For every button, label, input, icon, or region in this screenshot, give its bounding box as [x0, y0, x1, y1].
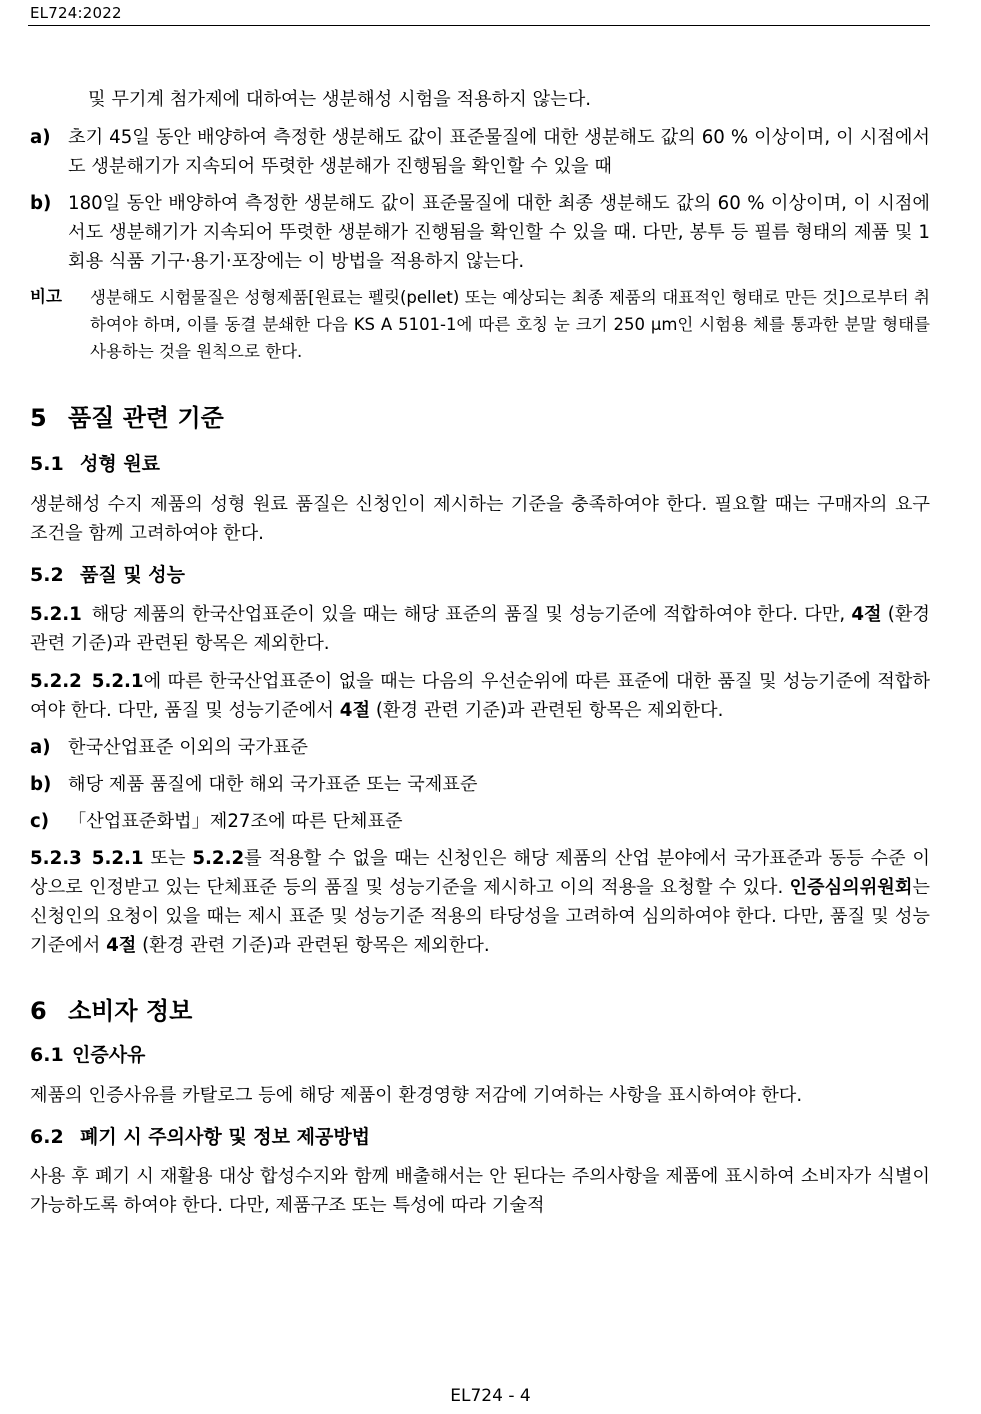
list-marker: b)	[30, 774, 52, 795]
clause-number: 5.2.3	[30, 848, 82, 869]
list-text: 한국산업표준 이외의 국가표준	[68, 737, 308, 758]
list-marker: c)	[30, 811, 50, 832]
committee-name: 인증심의위원회	[789, 877, 913, 898]
list-text: 해당 제품 품질에 대한 해외 국가표준 또는 국제표준	[68, 774, 478, 795]
note-block	[30, 284, 930, 365]
paragraph-5-2-2	[30, 667, 930, 725]
list-item	[30, 770, 930, 799]
clause-number: 5.2.2	[30, 671, 82, 692]
list-marker: b)	[30, 193, 52, 214]
clause-text: 에 따른 한국산업표준이 없을 때는 다음의 우선순위에 따른 표준에 대한 품질 및 성능기준에 적합하여야 한다. 다만, 품질 및 성능기준에서	[30, 671, 930, 721]
section-title: 인증사유	[72, 1044, 146, 1066]
section-number: 5	[30, 404, 47, 432]
clause-reference: 4절	[106, 935, 137, 956]
list-marker: a)	[30, 737, 51, 758]
list-item	[30, 733, 930, 762]
section-6-2-text: 사용 후 폐기 시 재활용 대상 합성수지와 함께 배출해서는 안 된다는 주의사항을 제품에 표시하여 소비자가 식별이 가능하도록 하여야 한다. 다만, 제품구조 또는 특성에 따라 기술적	[30, 1166, 930, 1216]
paragraph-5-2-1	[30, 600, 930, 658]
section-6-1-heading	[30, 1040, 930, 1070]
page-number: EL724 - 4	[450, 1386, 531, 1406]
document-body	[30, 85, 930, 1220]
clause-text: 는 신청인의 요청이 있을 때는 제시 표준 및 성능기준 적용의 타당성을 고려하여 심의하여야 한다. 다만, 품질 및 성능기준에서	[30, 877, 930, 956]
header-code: EL724:2022	[30, 4, 122, 22]
section-5-2-heading	[30, 560, 930, 590]
header-rule	[28, 25, 930, 26]
clause-reference: 5.2.1	[91, 848, 144, 869]
clause-reference: 4절	[339, 700, 371, 721]
section-title: 소비자 정보	[68, 997, 193, 1025]
clause-text: (환경 관련 기준)과 관련된 항목은 제외한다.	[30, 604, 930, 654]
section-title: 품질 및 성능	[80, 564, 185, 586]
section-number: 6.1	[30, 1044, 64, 1066]
section-6-heading	[30, 994, 930, 1028]
section-number: 6	[30, 997, 47, 1025]
section-title: 폐기 시 주의사항 및 정보 제공방법	[80, 1126, 371, 1148]
section-5-heading	[30, 401, 930, 435]
list-item	[30, 189, 930, 276]
clause-text: (환경 관련 기준)과 관련된 항목은 제외한다.	[370, 700, 724, 721]
clause-reference: 4절	[851, 604, 882, 625]
note-label: 비고	[30, 287, 62, 306]
list-text: 「산업표준화법」제27조에 따른 단체표준	[68, 811, 403, 832]
section-5-1-text: 생분해성 수지 제품의 성형 원료 품질은 신청인이 제시하는 기준을 충족하여야 한다. 필요할 때는 구매자의 요구 조건을 함께 고려하여야 한다.	[30, 494, 930, 544]
section-6-2-heading	[30, 1122, 930, 1152]
section-6-1-text: 제품의 인증사유를 카탈로그 등에 해당 제품이 환경영향 저감에 기여하는 사항을 표시하여야 한다.	[30, 1085, 803, 1106]
list-text: 초기 45일 동안 배양하여 측정한 생분해도 값이 표준물질에 대한 생분해도 값의 60 % 이상이며, 이 시점에서도 생분해기가 지속되어 뚜렷한 생분해가 진행됨을 확인할 수 있을 때	[68, 127, 930, 177]
clause-text: (환경 관련 기준)과 관련된 항목은 제외한다.	[136, 935, 490, 956]
list-text: 180일 동안 배양하여 측정한 생분해도 값이 표준물질에 대한 최종 생분해도 값의 60 % 이상이며, 이 시점에서도 생분해기가 지속되어 뚜렷한 생분해가 진행됨을 확인할 수 있을 때. 다만, 봉투 등 필름 형태의 제품 및 1회용 식품 기구·용기·포장에는 이 방법을 적용하지 않는다.	[68, 193, 930, 272]
intro-paragraph: 및 무기계 첨가제에 대하여는 생분해성 시험을 적용하지 않는다.	[88, 89, 592, 110]
clause-text: 해당 제품의 한국산업표준이 있을 때는 해당 표준의 품질 및 성능기준에 적합하여야 한다. 다만,	[91, 604, 852, 625]
clause-reference: 5.2.2	[192, 848, 245, 869]
list-item	[30, 123, 930, 181]
note-text: 생분해도 시험물질은 성형제품[원료는 펠릿(pellet) 또는 예상되는 최종 제품의 대표적인 형태로 만든 것]으로부터 취하여야 하며, 이를 동결 분쇄한 다음 KS A 5101-1에 따른 호칭 눈 크기 250 μm인 시험용 체를 통과한 분말 형태를 사용하는 것을 원칙으로 한다.	[90, 288, 930, 361]
clause-text: 또는	[143, 848, 193, 869]
section-5-1-heading	[30, 449, 930, 479]
list-marker: a)	[30, 127, 51, 148]
clause-number: 5.2.1	[30, 604, 82, 625]
section-title: 품질 관련 기준	[68, 404, 224, 432]
section-number: 6.2	[30, 1126, 64, 1148]
list-item	[30, 807, 930, 836]
clause-text: 를 적용할 수 없을 때는 신청인은 해당 제품의 산업 분야에서 국가표준과 동등 수준 이상으로 인정받고 있는 단체표준 등의 품질 및 성능기준을 제시하고 이의 적용을 요청할 수 있다.	[30, 848, 931, 898]
clause-reference: 5.2.1	[91, 671, 144, 692]
section-number: 5.2	[30, 564, 64, 586]
paragraph-5-2-3	[30, 844, 930, 960]
section-number: 5.1	[30, 453, 64, 475]
section-title: 성형 원료	[80, 453, 161, 475]
